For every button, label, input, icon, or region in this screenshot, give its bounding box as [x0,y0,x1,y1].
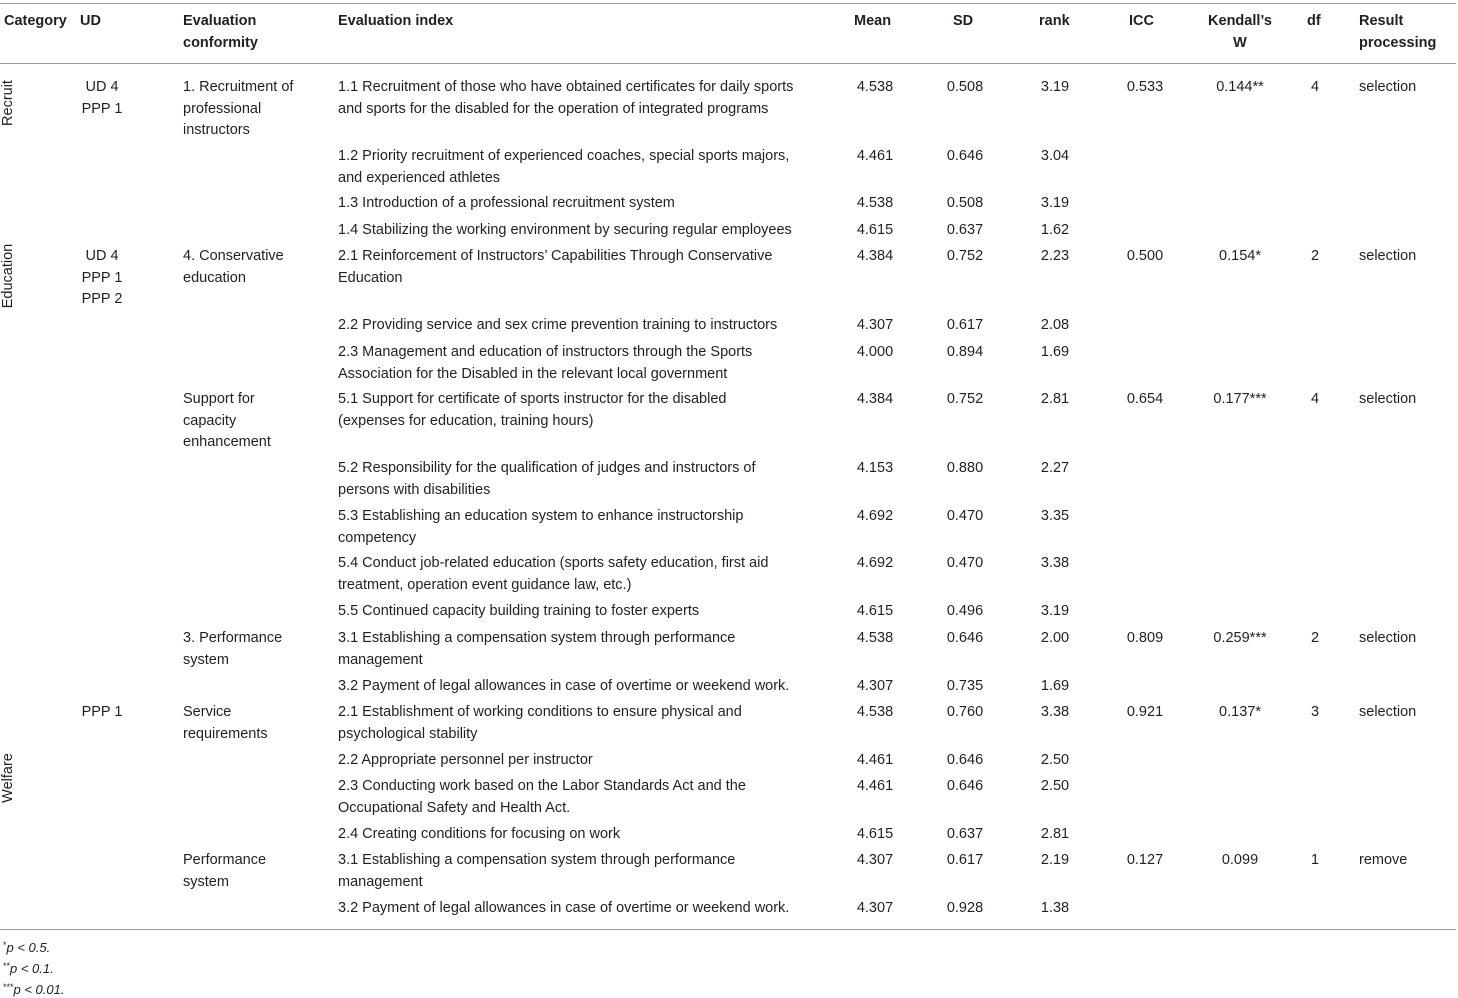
mean-cell: 4.461 [856,148,894,164]
rank-cell: 2.50 [1040,752,1070,768]
sd-cell: 0.735 [946,678,984,694]
kendall-w-cell: 0.259*** [1213,630,1267,646]
mean-cell: 4.615 [856,603,894,619]
ud-group: UD 4 PPP 1 [81,79,123,117]
df-cell: 2 [1310,630,1320,646]
sd-cell: 0.470 [946,555,984,571]
sd-cell: 0.496 [946,603,984,619]
df-cell: 1 [1310,852,1320,868]
mean-cell: 4.384 [856,248,894,264]
table-bottom-rule [0,929,1456,930]
mean-cell: 4.000 [856,344,894,360]
result-cell: selection [1359,79,1417,95]
evaluation-index-cell: 2.1 Establishment of working conditions to ensure physical and psychological stability [338,704,742,742]
mean-cell: 4.307 [856,900,894,916]
rank-cell: 1.69 [1040,678,1070,694]
footnote: **p < 0.1. [3,961,54,976]
header-rank: rank [1039,13,1070,29]
result-cell: selection [1359,630,1417,646]
sd-cell: 0.508 [946,79,984,95]
df-cell: 4 [1310,79,1320,95]
sd-cell: 0.646 [946,752,984,768]
icc-cell: 0.500 [1126,248,1164,264]
rank-cell: 1.62 [1040,222,1070,238]
category-welfare: Welfare [0,753,16,803]
rank-cell: 3.19 [1040,195,1070,211]
rank-cell: 2.50 [1040,778,1070,794]
sd-cell: 0.646 [946,148,984,164]
sd-cell: 0.617 [946,852,984,868]
header-index: Evaluation index [338,13,454,29]
evaluation-index-cell: 3.1 Establishing a compensation system through performance management [338,630,736,668]
mean-cell: 4.384 [856,391,894,407]
ud-group: UD 4 PPP 1 PPP 2 [81,248,123,307]
footnote: *p < 0.5. [3,940,51,955]
category-recruit: Recruit [0,80,16,126]
sd-cell: 0.752 [946,248,984,264]
result-cell: remove [1359,852,1408,868]
evaluation-index-cell: 5.2 Responsibility for the qualification of judges and instructors of persons with disabilities [338,460,756,498]
evaluation-index-cell: 2.4 Creating conditions for focusing on work [338,826,621,842]
header-sd: SD [953,13,974,29]
evaluation-index-cell: 2.2 Providing service and sex crime prevention training to instructors [338,317,778,333]
rank-cell: 2.81 [1040,826,1070,842]
mean-cell: 4.307 [856,678,894,694]
sd-cell: 0.637 [946,826,984,842]
evaluation-index-cell: 3.1 Establishing a compensation system through performance management [338,852,736,890]
evaluation-index-cell: 1.2 Priority recruitment of experienced coaches, special sports majors, and experienced athletes [338,148,790,186]
mean-cell: 4.461 [856,778,894,794]
icc-cell: 0.533 [1126,79,1164,95]
evaluation-index-cell: 2.3 Conducting work based on the Labor Standards Act and the Occupational Safety and Health Act. [338,778,746,816]
rank-cell: 2.08 [1040,317,1070,333]
mean-cell: 4.538 [856,630,894,646]
evaluation-index-cell: 1.3 Introduction of a professional recruitment system [338,195,675,211]
kendall-w-cell: 0.099 [1221,852,1259,868]
rank-cell: 3.04 [1040,148,1070,164]
rank-cell: 2.00 [1040,630,1070,646]
mean-cell: 4.615 [856,222,894,238]
kendall-w-cell: 0.144** [1216,79,1264,95]
rank-cell: 2.19 [1040,852,1070,868]
result-cell: selection [1359,704,1417,720]
rank-cell: 3.19 [1040,603,1070,619]
mean-cell: 4.538 [856,704,894,720]
rank-cell: 2.81 [1040,391,1070,407]
df-cell: 3 [1310,704,1320,720]
kendall-w-cell: 0.137* [1219,704,1261,720]
sd-cell: 0.928 [946,900,984,916]
evaluation-index-cell: 3.2 Payment of legal allowances in case of overtime or weekend work. [338,900,790,916]
sd-cell: 0.894 [946,344,984,360]
evaluation-index-cell: 1.4 Stabilizing the working environment by securing regular employees [338,222,792,238]
mean-cell: 4.692 [856,555,894,571]
sd-cell: 0.646 [946,778,984,794]
df-cell: 2 [1310,248,1320,264]
mean-cell: 4.153 [856,460,894,476]
sd-cell: 0.617 [946,317,984,333]
mean-cell: 4.461 [856,752,894,768]
evaluation-index-cell: 2.2 Appropriate personnel per instructor [338,752,593,768]
evaluation-conformity-cell: Performance system [183,852,267,890]
icc-cell: 0.654 [1126,391,1164,407]
mean-cell: 4.307 [856,317,894,333]
evaluation-index-cell: 5.1 Support for certificate of sports instructor for the disabled (expenses for education, training hours) [338,391,727,429]
rank-cell: 2.27 [1040,460,1070,476]
header-mean: Mean [854,13,892,29]
evaluation-conformity-cell: Support for capacity enhancement [183,391,271,450]
rank-cell: 3.38 [1040,704,1070,720]
kendall-w-cell: 0.177*** [1213,391,1267,407]
rank-cell: 3.38 [1040,555,1070,571]
header-ud: UD [80,13,101,29]
evaluation-conformity-cell: Service requirements [183,704,268,742]
rank-cell: 2.23 [1040,248,1070,264]
sd-cell: 0.646 [946,630,984,646]
icc-cell: 0.809 [1126,630,1164,646]
sd-cell: 0.880 [946,460,984,476]
result-cell: selection [1359,248,1417,264]
evaluation-index-cell: 2.1 Reinforcement of Instructors’ Capabilities Through Conservative Education [338,248,773,286]
sd-cell: 0.470 [946,508,984,524]
evaluation-index-cell: 3.2 Payment of legal allowances in case of overtime or weekend work. [338,678,790,694]
footnote: ***p < 0.01. [3,982,65,997]
evaluation-index-cell: 5.3 Establishing an education system to enhance instructorship competency [338,508,744,546]
header-rule [0,63,1456,64]
evaluation-conformity-cell: 3. Performance system [183,630,283,668]
rank-cell: 1.38 [1040,900,1070,916]
kendall-w-cell: 0.154* [1219,248,1261,264]
rank-cell: 3.35 [1040,508,1070,524]
mean-cell: 4.307 [856,852,894,868]
table-top-rule [0,3,1456,4]
evaluation-index-cell: 1.1 Recruitment of those who have obtained certificates for daily sports and sports for the disabled for the operation of integrated programs [338,79,794,117]
icc-cell: 0.127 [1126,852,1164,868]
mean-cell: 4.615 [856,826,894,842]
header-kendall-w: Kendall’s W [1208,13,1272,51]
ud-group: PPP 1 [81,704,123,720]
result-cell: selection [1359,391,1417,407]
sd-cell: 0.637 [946,222,984,238]
rank-cell: 3.19 [1040,79,1070,95]
rank-cell: 1.69 [1040,344,1070,360]
mean-cell: 4.538 [856,79,894,95]
header-conformity: Evaluation conformity [183,13,258,51]
header-result: Result processing [1359,13,1437,51]
df-cell: 4 [1310,391,1320,407]
mean-cell: 4.538 [856,195,894,211]
sd-cell: 0.752 [946,391,984,407]
evaluation-index-cell: 5.4 Conduct job-related education (sports safety education, first aid treatment, operation event guidance law, etc.) [338,555,769,593]
evaluation-index-cell: 2.3 Management and education of instructors through the Sports Association for the Disabled in the relevant local government [338,344,753,382]
evaluation-conformity-cell: 4. Conservative education [183,248,284,286]
evaluation-index-cell: 5.5 Continued capacity building training to foster experts [338,603,700,619]
header-df: df [1307,13,1321,29]
header-category: Category [4,13,67,29]
mean-cell: 4.692 [856,508,894,524]
category-education: Education [0,243,16,309]
header-icc: ICC [1129,13,1154,29]
icc-cell: 0.921 [1126,704,1164,720]
sd-cell: 0.760 [946,704,984,720]
sd-cell: 0.508 [946,195,984,211]
evaluation-conformity-cell: 1. Recruitment of professional instructors [183,79,294,138]
